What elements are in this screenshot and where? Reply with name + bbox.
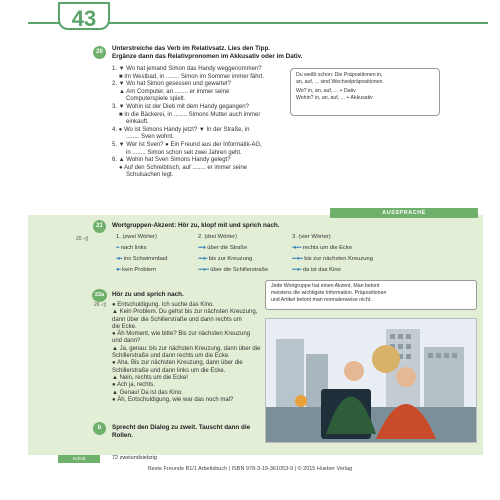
dialogue-line: Schillerstraße und dann links um die Ecke. (112, 367, 226, 374)
list-item: 1. ▼ Wo hat jemand Simon das Handy weggenommen? (112, 66, 262, 72)
dialogue-line: ● Aha. Bis zur nächsten Kreuzung, dann über die (112, 360, 243, 367)
dialogue-line: ● Äh, Entschuldigung, wie war das noch mal? (112, 396, 234, 403)
audio-track-icon[interactable]: 26 ◁) (94, 302, 107, 308)
dialogue-line: ▲ Kein Problem. Du gehst bis zur nächsten Kreuzung, (112, 309, 258, 316)
dialogue-line: ▲ Nein, rechts um die Ecke! (112, 374, 188, 381)
column-four-words: 3. (vier Wörter) •●••• rechts um die Ecke •••●•• bis zur nächsten Kreuzung •••●• da ist das Kino (292, 234, 373, 273)
dialogue-line: ▲ Genau! Da ist das Kino. (112, 389, 183, 396)
dialogue-line: ▲ Ja, genau: bis zur nächsten Kreuzung, dann über die (112, 345, 261, 352)
list-item: Computerspiele spielt. (126, 96, 186, 103)
list-item: in ........ Simon schon seit zwei Jahren geht. (126, 149, 242, 156)
list-item: einkauft. (126, 119, 149, 126)
page-number: 72 zweiundsiebzig (112, 455, 157, 461)
exercise-20-instruction: Unterstreiche das Verb im Relativsatz. Lies den Tipp. Ergänze dann das Relativpronomen im Akkusativ oder im Dativ. (112, 45, 303, 60)
list-item: Schulsachen legt. (126, 172, 174, 179)
column-three-words: 2. (drei Wörter) •••● über die Straße •••●• bis zur Kreuzung •••●•• über die Schillerstraße (198, 234, 269, 273)
list-item: ■ In die Bäckerei, in ........ Simons Mutter auch immer (119, 111, 261, 118)
list-item: ■ Im Westbad, in ........ Simon im Sommer immer fährt. (119, 73, 264, 80)
dialogue-line: die Ecke. (112, 323, 137, 330)
dialogue-line: ● Ach ja, rechts. (112, 382, 155, 389)
street-illustration (265, 318, 477, 443)
section-label: AUSSPRACHE (330, 208, 478, 218)
footer-copyright: Beste Freunde B1/1 Arbeitsbuch | ISBN 978-3-19-361053-9 | © 2015 Hueber Verlag (147, 466, 353, 472)
tip-box-prepositions: Du weißt schon: Die Präpositionen in, an, auf, ... sind Wechselpräpositionen. Wo? in, an, auf, ... + Dativ Wohin? in, an, auf, ... + Akkusativ (290, 68, 440, 116)
dialogue-line: ● Entschuldigung. Ich suche das Kino. (112, 302, 215, 308)
list-item: 5. ▼ Wer ist Sven? ● Ein Freund aus der Informatik-AG, (112, 141, 262, 148)
dialogue-line: ● Äh Moment, wie bitte? Bis zur nächsten Kreuzung (112, 331, 251, 338)
list-item: ........ Sven wohnt. (126, 134, 175, 141)
column-two-words: 1. (zwei Wörter) •• nach links •●• ins Schwimmbad ●• kein Problem (116, 234, 168, 273)
list-item: 4. ● Wo ist Simons Handy jetzt? ▼ In der Straße, in (112, 126, 250, 133)
exercise-22b-instruction: Sprecht den Dialog zu zweit. Tauscht dann die Rollen. (112, 424, 251, 439)
list-item: ▲ Am Computer, an ........ er immer seine (119, 88, 230, 95)
dialogue (112, 302, 272, 404)
list-item: 3. ▼ Wohin ist der Dieb mit dem Handy gegangen? (112, 103, 249, 110)
footer-tab: Schritt (58, 455, 100, 463)
exercise-21-badge: 21 (93, 220, 106, 233)
dialogue-line: dann über die Schillerstraße und dann rechts um (112, 316, 242, 323)
exercise-20-badge: 20 (93, 46, 106, 59)
list-item: 6. ▲ Wohin hat Sven Simons Handy gelegt? (112, 157, 231, 164)
exercise-22b-badge: b (93, 422, 106, 435)
lesson-number: 43 (71, 6, 97, 31)
exercise-21-instruction: Wortgruppen-Akzent: Hör zu, klopf mit und sprich nach. (112, 222, 280, 229)
dialogue-line: und dann? (112, 338, 141, 345)
exercise-22-instruction: Hör zu und sprich nach. (112, 291, 184, 298)
dialogue-line: Schillerstraße und dann rechts um die Ecke. (112, 353, 230, 360)
exercise-20-items (112, 66, 292, 180)
tip-box-accent: Jede Wortgruppe hat einen Akzent. Man betont meistens die wichtigste Information. Präpositionen und Artikel betont man normalerweise nicht. (265, 280, 477, 310)
exercise-22a-badge: 22a (92, 289, 107, 302)
list-item: ● Auf den Schreibtisch, auf ........ er immer seine (119, 164, 248, 171)
list-item: 2. ▼ Wo hat Simon gesessen und gewartet? (112, 81, 231, 88)
audio-track-icon[interactable]: 20 ◁) (76, 236, 89, 242)
